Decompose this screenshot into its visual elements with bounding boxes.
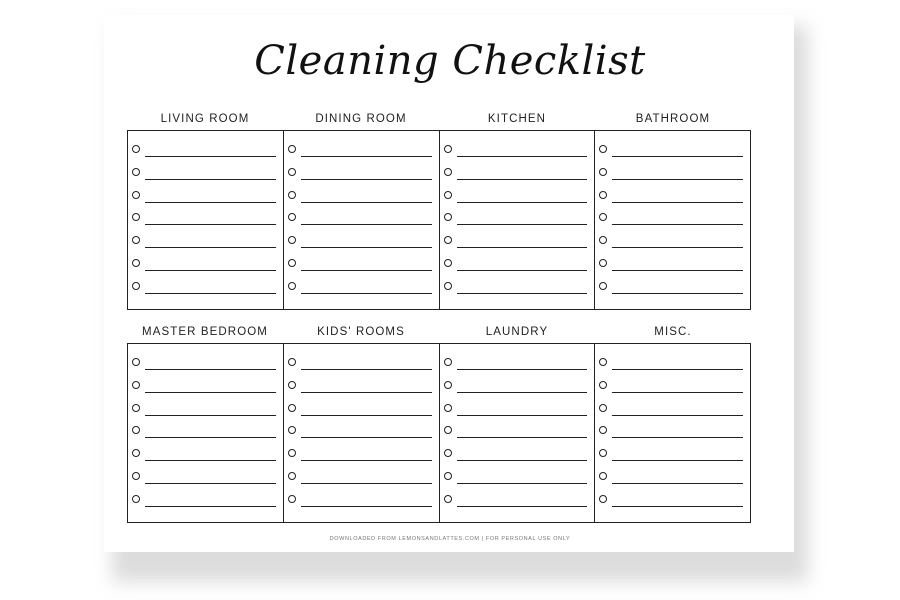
write-in-line: [457, 224, 588, 225]
write-in-line: [145, 483, 276, 484]
write-in-line: [612, 270, 743, 271]
section-label-kids-rooms: KIDS' ROOMS: [317, 326, 405, 338]
checklist-row: [595, 466, 750, 488]
write-in-line: [612, 369, 743, 370]
checkbox-circle-icon[interactable]: [599, 472, 607, 480]
write-in-line: [301, 483, 432, 484]
write-in-line: [457, 156, 588, 157]
footer-credit: DOWNLOADED FROM LEMONSANDLATTES.COM | FOR PERSONAL USE ONLY: [329, 536, 571, 542]
checklist-row: [595, 253, 750, 275]
checklist-row: [595, 162, 750, 184]
checkbox-circle-icon[interactable]: [288, 236, 296, 244]
write-in-line: [301, 179, 432, 180]
checkbox-circle-icon[interactable]: [444, 259, 452, 267]
write-in-line: [145, 369, 276, 370]
checklist-row: [128, 253, 283, 275]
section-label-bathroom: BATHROOM: [635, 113, 711, 125]
checklist-row: [284, 162, 439, 184]
checklist-row: [595, 352, 750, 374]
write-in-line: [145, 293, 276, 294]
section-label-master-bedroom: MASTER BEDROOM: [142, 326, 268, 338]
write-in-line: [457, 293, 588, 294]
checklist-row: [128, 398, 283, 420]
checklist-row: [128, 420, 283, 442]
write-in-line: [612, 179, 743, 180]
checklist-row: [595, 489, 750, 511]
checkbox-circle-icon[interactable]: [132, 236, 140, 244]
bottom-section-labels: [127, 326, 751, 344]
checkbox-circle-icon[interactable]: [132, 495, 140, 503]
write-in-line: [457, 437, 588, 438]
write-in-line: [301, 460, 432, 461]
checkbox-circle-icon[interactable]: [132, 381, 140, 389]
checkbox-circle-icon[interactable]: [599, 358, 607, 366]
checkbox-circle-icon[interactable]: [288, 381, 296, 389]
checkbox-circle-icon[interactable]: [599, 145, 607, 153]
checklist-row: [440, 162, 595, 184]
write-in-line: [612, 392, 743, 393]
write-in-line: [145, 202, 276, 203]
write-in-line: [612, 202, 743, 203]
checkbox-circle-icon[interactable]: [599, 236, 607, 244]
write-in-line: [612, 293, 743, 294]
section-kitchen: [440, 131, 596, 309]
write-in-line: [457, 202, 588, 203]
checkbox-circle-icon[interactable]: [599, 426, 607, 434]
write-in-line: [612, 224, 743, 225]
write-in-line: [612, 415, 743, 416]
checklist-row: [128, 139, 283, 161]
checklist-row: [440, 253, 595, 275]
checklist-row: [440, 139, 595, 161]
checklist-row: [595, 230, 750, 252]
checkbox-circle-icon[interactable]: [132, 259, 140, 267]
checkbox-circle-icon[interactable]: [444, 426, 452, 434]
checklist-row: [128, 466, 283, 488]
write-in-line: [612, 483, 743, 484]
section-bathroom: [595, 131, 750, 309]
checkbox-circle-icon[interactable]: [288, 472, 296, 480]
checklist-row: [284, 466, 439, 488]
write-in-line: [612, 247, 743, 248]
checkbox-circle-icon[interactable]: [288, 282, 296, 290]
write-in-line: [301, 506, 432, 507]
checkbox-circle-icon[interactable]: [599, 168, 607, 176]
checklist-row: [128, 185, 283, 207]
write-in-line: [457, 415, 588, 416]
checkbox-circle-icon[interactable]: [444, 213, 452, 221]
write-in-line: [612, 437, 743, 438]
checkbox-circle-icon[interactable]: [132, 145, 140, 153]
write-in-line: [145, 506, 276, 507]
checkbox-circle-icon[interactable]: [444, 495, 452, 503]
write-in-line: [301, 369, 432, 370]
write-in-line: [301, 224, 432, 225]
checkbox-circle-icon[interactable]: [599, 213, 607, 221]
checkbox-circle-icon[interactable]: [288, 259, 296, 267]
checkbox-circle-icon[interactable]: [599, 495, 607, 503]
section-living-room: [128, 131, 284, 309]
write-in-line: [145, 270, 276, 271]
checkbox-circle-icon[interactable]: [444, 236, 452, 244]
checkbox-circle-icon[interactable]: [599, 191, 607, 199]
write-in-line: [145, 460, 276, 461]
checkbox-circle-icon[interactable]: [288, 145, 296, 153]
write-in-line: [457, 369, 588, 370]
checklist-row: [440, 420, 595, 442]
checklist-row: [128, 276, 283, 298]
checkbox-circle-icon[interactable]: [132, 472, 140, 480]
checklist-row: [128, 162, 283, 184]
write-in-line: [301, 415, 432, 416]
checklist-row: [284, 398, 439, 420]
checkbox-circle-icon[interactable]: [444, 145, 452, 153]
page-title: Cleaning Checklist: [254, 38, 646, 84]
section-dining-room: [284, 131, 440, 309]
checklist-row: [440, 352, 595, 374]
checkbox-circle-icon[interactable]: [132, 404, 140, 412]
write-in-line: [301, 202, 432, 203]
top-checklist-grid: [127, 130, 751, 310]
checkbox-circle-icon[interactable]: [288, 213, 296, 221]
section-label-misc: MISC.: [654, 326, 692, 338]
checkbox-circle-icon[interactable]: [599, 404, 607, 412]
checklist-row: [284, 230, 439, 252]
checkbox-circle-icon[interactable]: [132, 213, 140, 221]
checklist-row: [284, 443, 439, 465]
section-laundry: [440, 344, 596, 522]
write-in-line: [145, 415, 276, 416]
section-label-laundry: LAUNDRY: [485, 326, 549, 338]
checklist-row: [595, 207, 750, 229]
checkbox-circle-icon[interactable]: [444, 449, 452, 457]
write-in-line: [301, 156, 432, 157]
top-section-labels: [127, 113, 751, 131]
checkbox-circle-icon[interactable]: [599, 282, 607, 290]
checklist-row: [595, 375, 750, 397]
section-misc: [595, 344, 750, 522]
checklist-row: [440, 207, 595, 229]
checkbox-circle-icon[interactable]: [444, 381, 452, 389]
write-in-line: [145, 247, 276, 248]
checkbox-circle-icon[interactable]: [132, 358, 140, 366]
checklist-row: [128, 230, 283, 252]
checkbox-circle-icon[interactable]: [132, 282, 140, 290]
checkbox-circle-icon[interactable]: [444, 404, 452, 412]
write-in-line: [457, 392, 588, 393]
write-in-line: [612, 506, 743, 507]
checklist-row: [128, 352, 283, 374]
checkbox-circle-icon[interactable]: [444, 168, 452, 176]
checklist-row: [440, 230, 595, 252]
write-in-line: [145, 437, 276, 438]
section-master-bedroom: [128, 344, 284, 522]
checklist-row: [595, 276, 750, 298]
checkbox-circle-icon[interactable]: [288, 358, 296, 366]
checkbox-circle-icon[interactable]: [288, 168, 296, 176]
checkbox-circle-icon[interactable]: [132, 191, 140, 199]
checkbox-circle-icon[interactable]: [444, 358, 452, 366]
checklist-row: [595, 139, 750, 161]
checklist-row: [128, 443, 283, 465]
checklist-row: [284, 207, 439, 229]
write-in-line: [457, 270, 588, 271]
checklist-row: [440, 443, 595, 465]
section-kids-rooms: [284, 344, 440, 522]
checklist-row: [440, 185, 595, 207]
write-in-line: [457, 179, 588, 180]
write-in-line: [457, 460, 588, 461]
checkbox-circle-icon[interactable]: [444, 191, 452, 199]
checklist-row: [440, 466, 595, 488]
write-in-line: [145, 392, 276, 393]
checkbox-circle-icon[interactable]: [132, 449, 140, 457]
checkbox-circle-icon[interactable]: [132, 168, 140, 176]
write-in-line: [457, 247, 588, 248]
section-label-kitchen: KITCHEN: [487, 113, 547, 125]
write-in-line: [301, 437, 432, 438]
checklist-row: [284, 489, 439, 511]
checklist-row: [128, 375, 283, 397]
checkbox-circle-icon[interactable]: [288, 404, 296, 412]
bottom-checklist-grid: [127, 343, 751, 523]
checklist-row: [284, 420, 439, 442]
write-in-line: [301, 270, 432, 271]
checklist-row: [128, 207, 283, 229]
checklist-row: [595, 420, 750, 442]
checklist-row: [440, 398, 595, 420]
write-in-line: [145, 179, 276, 180]
checklist-row: [440, 276, 595, 298]
checkbox-circle-icon[interactable]: [132, 426, 140, 434]
write-in-line: [145, 156, 276, 157]
checkbox-circle-icon[interactable]: [599, 259, 607, 267]
checklist-row: [284, 185, 439, 207]
checklist-row: [440, 375, 595, 397]
checklist-row: [128, 489, 283, 511]
write-in-line: [612, 460, 743, 461]
checkbox-circle-icon[interactable]: [444, 472, 452, 480]
write-in-line: [301, 392, 432, 393]
checklist-row: [595, 443, 750, 465]
checklist-row: [595, 185, 750, 207]
checkbox-circle-icon[interactable]: [599, 381, 607, 389]
checklist-row: [284, 139, 439, 161]
checkbox-circle-icon[interactable]: [288, 495, 296, 503]
checkbox-circle-icon[interactable]: [288, 426, 296, 434]
write-in-line: [301, 293, 432, 294]
write-in-line: [612, 156, 743, 157]
write-in-line: [301, 247, 432, 248]
checklist-row: [284, 352, 439, 374]
checklist-row: [284, 253, 439, 275]
write-in-line: [457, 506, 588, 507]
checkbox-circle-icon[interactable]: [444, 282, 452, 290]
checklist-row: [595, 398, 750, 420]
checkbox-circle-icon[interactable]: [288, 449, 296, 457]
checkbox-circle-icon[interactable]: [599, 449, 607, 457]
write-in-line: [457, 483, 588, 484]
section-label-dining-room: DINING ROOM: [315, 113, 407, 125]
section-label-living-room: LIVING ROOM: [160, 113, 250, 125]
checkbox-circle-icon[interactable]: [288, 191, 296, 199]
checklist-row: [284, 375, 439, 397]
checklist-row: [284, 276, 439, 298]
write-in-line: [145, 224, 276, 225]
checklist-row: [440, 489, 595, 511]
